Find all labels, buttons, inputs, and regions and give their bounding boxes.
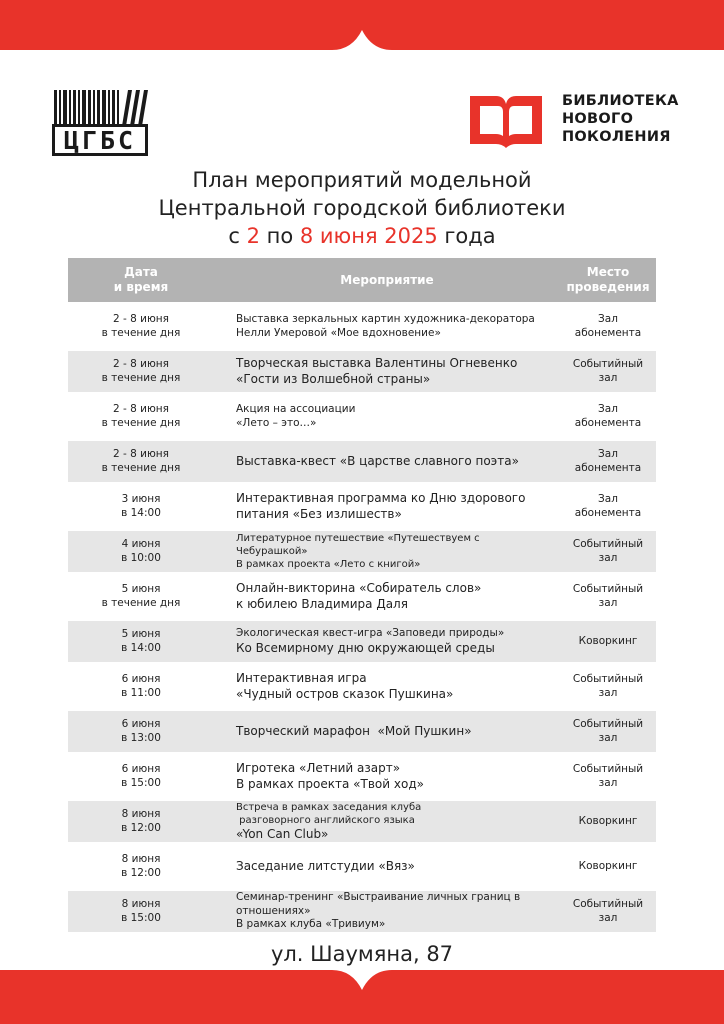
cell-place — [560, 396, 656, 437]
header-date-line: Дата — [124, 265, 158, 279]
cell-date — [68, 441, 214, 482]
table-row — [68, 396, 656, 437]
top-red-band — [0, 0, 724, 54]
date-line: в течение дня — [101, 461, 181, 474]
table-row — [68, 621, 656, 662]
place-line: Зал — [598, 313, 618, 325]
cell-place — [560, 711, 656, 752]
place-line: зал — [598, 686, 618, 699]
cell-date — [68, 846, 214, 887]
cell-place — [560, 531, 656, 572]
table-row — [68, 531, 656, 572]
bottom-red-band — [0, 964, 724, 1024]
cell-place — [560, 441, 656, 482]
cgbs-logo-text: ЦГБС — [52, 124, 148, 156]
header-event: Мероприятие — [340, 272, 434, 287]
event-line: Семинар-тренинг «Выстраивание личных границ в — [236, 891, 521, 904]
place-line: Событийный — [572, 763, 644, 775]
address: ул. Шаумяна, 87 — [270, 942, 454, 966]
event-line: В рамках проекта «Твой ход» — [236, 776, 424, 791]
place-line: зал — [598, 731, 618, 744]
date-line: в 15:00 — [121, 911, 161, 924]
event-line: питания «Без излишеств» — [236, 506, 402, 521]
place-line: зал — [598, 776, 618, 789]
event-line: Литературное путешествие «Путешествуем с — [236, 533, 480, 544]
cell-date — [68, 351, 214, 392]
cell-event — [214, 891, 560, 932]
cell-date — [68, 531, 214, 572]
date-line: в 10:00 — [121, 551, 161, 564]
place-line: Зал — [598, 493, 618, 505]
event-line: Заседание литстудии «Вяз» — [236, 858, 415, 873]
date-line: в 15:00 — [121, 776, 161, 789]
event-line: к юбилею Владимира Даля — [236, 596, 408, 611]
place-line: Коворкинг — [578, 814, 638, 827]
table-row — [68, 576, 656, 617]
date-line: 3 июня — [121, 493, 161, 505]
title-to-date: 8 июня 2025 — [299, 224, 438, 248]
table-row — [68, 666, 656, 707]
event-line: Выставка-квест «В царстве славного поэта» — [236, 453, 519, 468]
place-line: зал — [598, 911, 618, 924]
cell-place — [560, 756, 656, 797]
table-row — [68, 711, 656, 752]
cell-place — [560, 576, 656, 617]
event-line: Интерактивная программа ко Дню здорового — [236, 491, 526, 505]
table-header — [68, 258, 656, 302]
event-line: Акция на ассоциации — [236, 403, 356, 415]
title-line-3 — [0, 222, 724, 250]
event-line: Выставка зеркальных картин художника-декоратора — [236, 313, 535, 325]
header-place-line: проведения — [566, 280, 650, 294]
place-line: Зал — [598, 403, 618, 415]
cell-place — [560, 801, 656, 842]
cell-place — [560, 621, 656, 662]
place-line: Событийный — [572, 583, 644, 595]
table-row — [68, 351, 656, 392]
place-line: Событийный — [572, 358, 644, 370]
table-row — [68, 441, 656, 482]
date-line: 8 июня — [121, 853, 161, 865]
table-row — [68, 486, 656, 527]
table-body — [68, 306, 656, 932]
date-line: 2 - 8 июня — [112, 448, 169, 460]
cell-place — [560, 846, 656, 887]
cell-date — [68, 666, 214, 707]
schedule-table — [68, 258, 656, 932]
cell-date — [68, 486, 214, 527]
date-line: 8 июня — [121, 808, 161, 820]
date-line: 6 июня — [121, 718, 161, 730]
cell-event — [214, 396, 560, 437]
event-line: Интерактивная игра — [236, 671, 367, 685]
event-line: «Чудный остров сказок Пушкина» — [236, 686, 454, 701]
cell-date — [68, 891, 214, 932]
date-line: 6 июня — [121, 673, 161, 685]
date-line: 2 - 8 июня — [112, 358, 169, 370]
date-line: в 11:00 — [121, 686, 161, 699]
date-line: в 12:00 — [121, 866, 161, 879]
title-from-day: 2 — [246, 224, 260, 248]
library-name-line: НОВОГО — [562, 111, 634, 127]
cell-date — [68, 621, 214, 662]
cell-date — [68, 801, 214, 842]
title-mid: по — [259, 224, 300, 248]
place-line: зал — [598, 551, 618, 564]
cell-date — [68, 396, 214, 437]
date-line: 2 - 8 июня — [112, 403, 169, 415]
cell-event — [214, 351, 560, 392]
date-line: 2 - 8 июня — [112, 313, 169, 325]
event-line: «Yon Can Club» — [236, 826, 329, 841]
event-line: В рамках проекта «Лето с книгой» — [236, 559, 421, 570]
cell-event — [214, 846, 560, 887]
event-line: разговорного английского языка — [236, 814, 415, 826]
place-line: Зал — [598, 448, 618, 460]
date-line: в 14:00 — [121, 506, 161, 519]
event-line: Онлайн-викторина «Собиратель слов» — [236, 581, 482, 595]
cell-event — [214, 306, 560, 347]
header-place — [560, 258, 656, 302]
date-line: 5 июня — [121, 628, 161, 640]
cell-date — [68, 306, 214, 347]
cell-event — [214, 441, 560, 482]
cell-place — [560, 306, 656, 347]
date-line: в течение дня — [101, 596, 181, 609]
event-line: Творческий марафон «Мой Пушкин» — [236, 723, 472, 738]
table-row — [68, 891, 656, 932]
event-line: Экологическая квест-игра «Заповеди природы» — [236, 627, 505, 639]
table-row — [68, 306, 656, 347]
place-line: абонемента — [574, 326, 642, 339]
event-line: отношениях» — [236, 904, 311, 917]
event-line: Ко Всемирному дню окружающей среды — [236, 640, 495, 655]
cell-place — [560, 351, 656, 392]
date-line: в 12:00 — [121, 821, 161, 834]
cell-event — [214, 801, 560, 842]
cell-date — [68, 756, 214, 797]
event-line: Творческая выставка Валентины Огневенко — [236, 356, 518, 370]
cell-place — [560, 666, 656, 707]
page-title — [0, 166, 724, 250]
library-logo — [466, 90, 686, 150]
event-line: «Лето – это…» — [236, 416, 317, 429]
header-date — [68, 258, 214, 302]
place-line: абонемента — [574, 416, 642, 429]
event-line: Игротека «Летний азарт» — [236, 761, 401, 775]
date-line: в 13:00 — [121, 731, 161, 744]
cell-event — [214, 576, 560, 617]
place-line: Событийный — [572, 718, 644, 730]
cell-event — [214, 531, 560, 572]
place-line: Коворкинг — [578, 634, 638, 647]
title-line-2: Центральной городской библиотеки — [158, 196, 566, 220]
cell-event — [214, 711, 560, 752]
date-line: 6 июня — [121, 763, 161, 775]
cgbs-logo — [54, 90, 146, 156]
place-line: Событийный — [572, 673, 644, 685]
date-line: 5 июня — [121, 583, 161, 595]
header-place-line: Место — [586, 265, 630, 279]
event-line: Нелли Умеровой «Мое вдохновение» — [236, 326, 441, 339]
date-line: 8 июня — [121, 898, 161, 910]
place-line: абонемента — [574, 506, 642, 519]
date-line: в 14:00 — [121, 641, 161, 654]
place-line: зал — [598, 596, 618, 609]
date-line: 4 июня — [121, 538, 161, 550]
cell-event — [214, 621, 560, 662]
place-line: абонемента — [574, 461, 642, 474]
barcode-icon — [54, 90, 146, 126]
table-row — [68, 756, 656, 797]
event-line: «Гости из Волшебной страны» — [236, 371, 431, 386]
cell-place — [560, 486, 656, 527]
table-row — [68, 801, 656, 842]
place-line: зал — [598, 371, 618, 384]
event-line: В рамках клуба «Тривиум» — [236, 918, 386, 931]
cell-event — [214, 756, 560, 797]
library-name — [562, 92, 692, 146]
cell-date — [68, 576, 214, 617]
date-line: в течение дня — [101, 416, 181, 429]
cell-event — [214, 486, 560, 527]
cell-date — [68, 711, 214, 752]
date-line: в течение дня — [101, 326, 181, 339]
title-prefix: с — [228, 224, 247, 248]
cell-event — [214, 666, 560, 707]
title-suffix: года — [437, 224, 496, 248]
library-name-line: ПОКОЛЕНИЯ — [562, 129, 671, 145]
place-line: Событийный — [572, 538, 644, 550]
place-line: Событийный — [572, 898, 644, 910]
event-line: Чебурашкой» — [236, 546, 308, 557]
place-line: Коворкинг — [578, 859, 638, 872]
header-date-line: и время — [113, 280, 169, 294]
cell-place — [560, 891, 656, 932]
open-book-icon — [466, 90, 546, 150]
event-line: Встреча в рамках заседания клуба — [236, 801, 422, 813]
date-line: в течение дня — [101, 371, 181, 384]
title-line-1: План мероприятий модельной — [192, 168, 532, 192]
library-name-line: БИБЛИОТЕКА — [562, 93, 679, 109]
table-row — [68, 846, 656, 887]
